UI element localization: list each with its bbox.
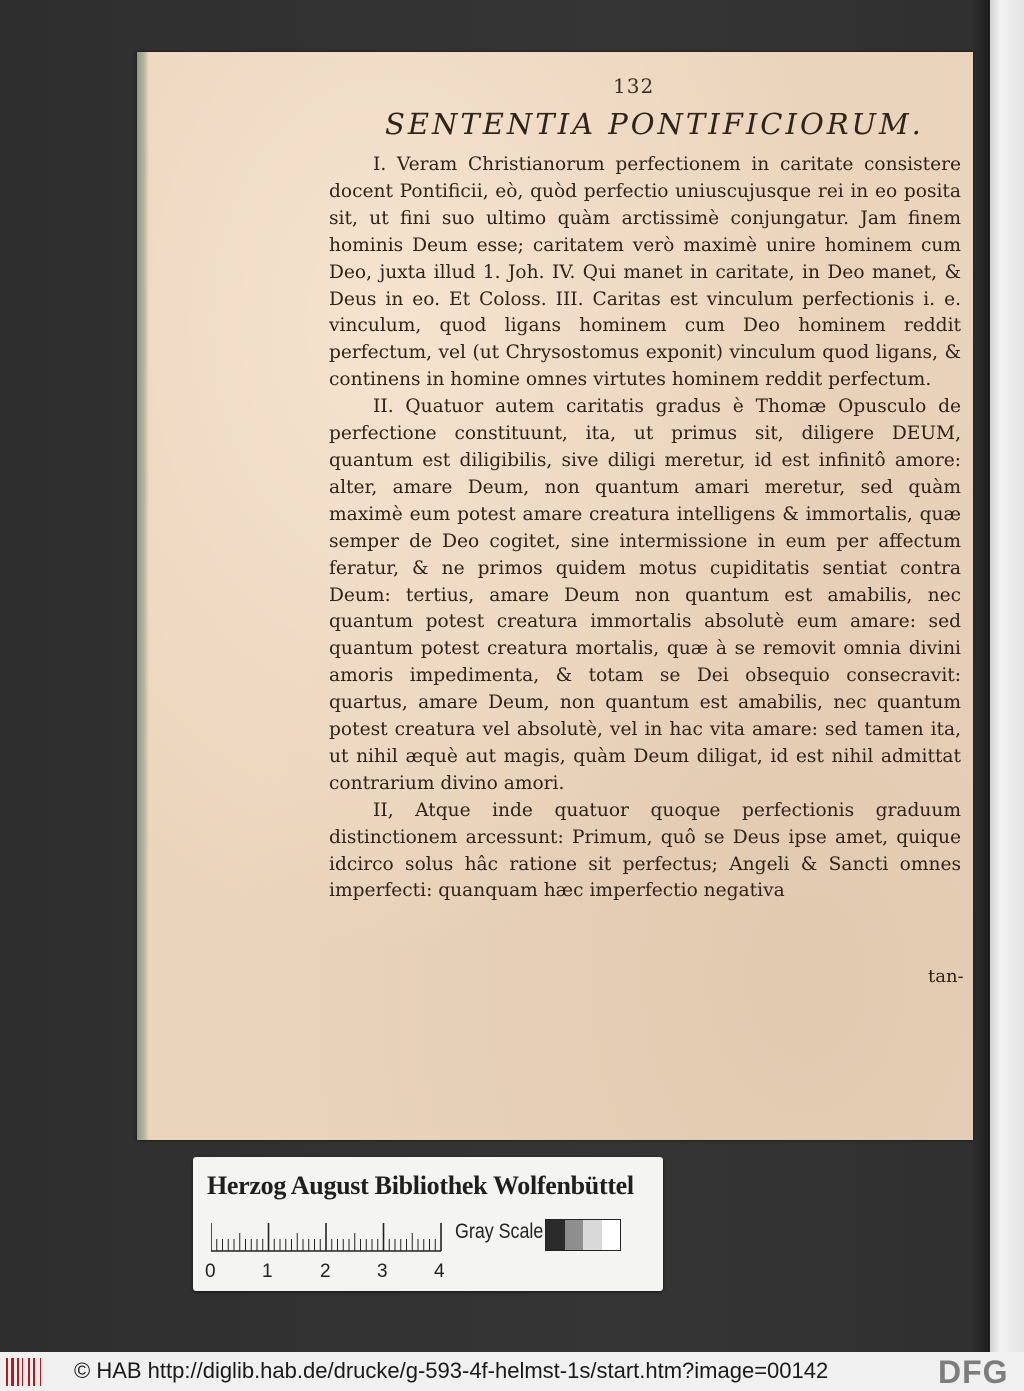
paragraph-2: II. Quatuor autem caritatis gradus è Thomæ Opusculo de perfectione constituunt, ita, ut primus sit, diligere DEUM, quantum est diligibilis, sive diligi meretur, id est infinitô amore: alter, amare Deum, non quantum amari meretur, sed quàm maximè eum potest amare creatura intelligens & immortalis, quæ semper de Deo cogitet, sine intermissione in eum per affectum feratur, & ne primos quidem motus cupiditatis sentiat contra Deum: tertius, amare Deum non quantum est amabilis, nec quantum potest creatura immortalis absolutè eum amare: sed quantum potest creatura mortalis, quæ à se removit omnia divini amoris impedimenta, & totam se Dei obsequio consecravit: quartus, amare Deum, non quantum est amabilis, nec quantum potest creatura vel absolutè, vel in hac vita amare: sed tamen ita, ut nihil æquè aut magis, quàm Deum diligat, id est nihil admittat contrarium divino amori. bbox=[329, 396, 961, 794]
barcode-bar bbox=[33, 1358, 35, 1386]
section-heading: SENTENTIA PONTIFICIORUM. bbox=[385, 107, 924, 141]
facing-page-edge bbox=[990, 0, 1024, 1352]
color-calibration-card bbox=[193, 1157, 663, 1291]
ruler-number-4: 4 bbox=[434, 1261, 445, 1282]
barcode-bar bbox=[40, 1358, 41, 1386]
ruler-number-3: 3 bbox=[377, 1261, 388, 1282]
library-name: Herzog August Bibliothek Wolfenbüttel bbox=[207, 1171, 634, 1200]
ruler-number-0: 0 bbox=[205, 1261, 216, 1282]
barcode-bar bbox=[17, 1358, 19, 1386]
paragraph-3: II, Atque inde quatuor quoque perfectionis graduum distinctionem arcessunt: Primum, quô se Deus ipse amet, quique idcirco solus hâc ratione sit perfectus; Angeli & Sancti omnes imperfecti: quanquam hæc imperfectio negativa bbox=[329, 799, 961, 902]
gray-swatch bbox=[602, 1220, 621, 1250]
barcode-bar bbox=[6, 1358, 8, 1386]
page-gutter-shadow bbox=[972, 0, 992, 1352]
page-number: 132 bbox=[613, 74, 655, 98]
gray-swatch bbox=[583, 1220, 602, 1250]
page-text bbox=[329, 152, 961, 905]
gray-scale-swatches bbox=[545, 1219, 621, 1251]
barcode-bar bbox=[11, 1358, 14, 1386]
ruler-numbers bbox=[205, 1261, 465, 1283]
gray-swatch bbox=[565, 1220, 584, 1250]
copyright-url[interactable]: © HAB http://diglib.hab.de/drucke/g-593-4f-helmst-1s/start.htm?image=00142 bbox=[74, 1358, 829, 1383]
gray-swatch bbox=[546, 1220, 565, 1250]
barcode-bar bbox=[28, 1358, 30, 1386]
ruler-number-2: 2 bbox=[320, 1261, 331, 1282]
barcode-bar bbox=[22, 1358, 23, 1386]
dfg-logo: DFG bbox=[938, 1354, 1009, 1390]
catchword: tan- bbox=[928, 966, 964, 987]
paragraph-1: I. Veram Christianorum perfectionem in caritate consistere docent Pontificii, eò, quòd perfectio uniuscujusque rei in eo posita sit, ut fini suo ultimo quàm arctissimè conjungatur. Jam finem hominis Deum esse; caritatem verò maximè unire hominem cum Deo, juxta illud 1. Joh. IV. Qui manet in caritate, in Deo manet, & Deus in eo. Et Coloss. III. Caritas est vinculum perfectionis i. e. vinculum, quod ligans hominem cum Deo hominem reddit perfectum, vel (ut Chrysostomus exponit) vinculum quod ligans, & continens in homine omnes virtutes hominem reddit perfectum. bbox=[329, 154, 961, 391]
footer-bar bbox=[0, 1352, 1024, 1391]
gray-scale-label: Gray Scale bbox=[455, 1220, 544, 1243]
ruler-scale bbox=[211, 1223, 446, 1253]
ruler-number-1: 1 bbox=[262, 1261, 273, 1282]
barcode-icon bbox=[6, 1358, 44, 1386]
